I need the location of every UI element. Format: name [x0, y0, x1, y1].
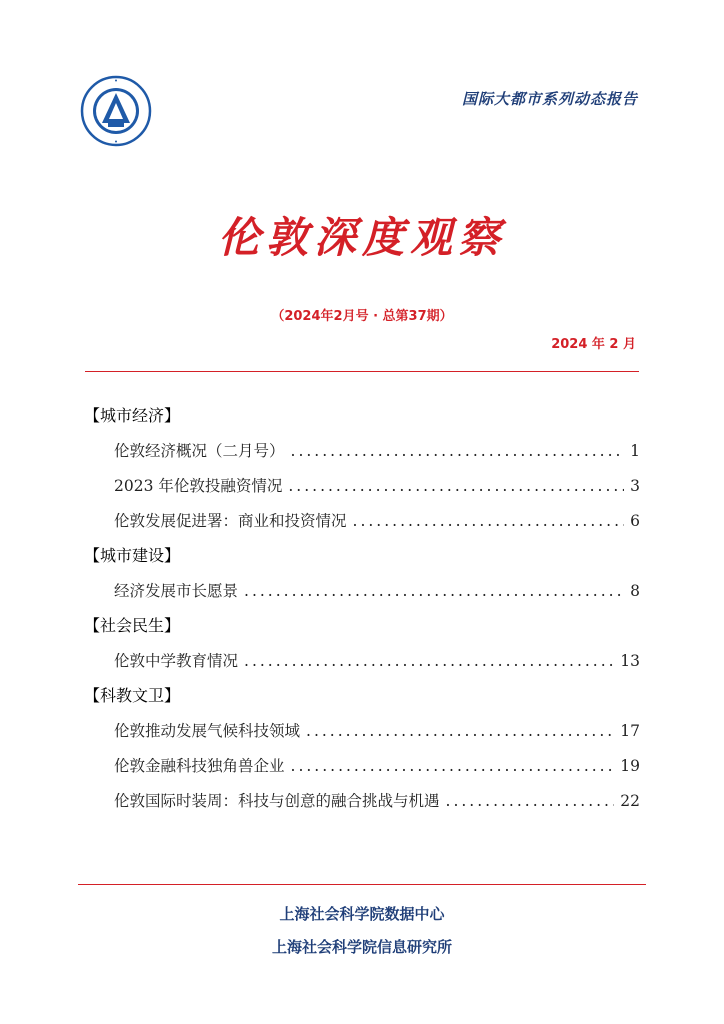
table-of-contents [84, 402, 640, 815]
toc-entry-page: 22 [620, 792, 640, 810]
toc-entry-page: 8 [630, 582, 640, 600]
toc-entry-title: 2023 年伦敦投融资情况 [114, 477, 283, 495]
academy-logo [80, 75, 152, 147]
toc-leader-dots [306, 717, 614, 745]
toc-entry-page: 13 [620, 652, 640, 670]
toc-entry-page: 6 [630, 512, 640, 530]
toc-section-heading: 【社会民生】 [84, 616, 181, 635]
toc-entry[interactable] [114, 647, 640, 675]
toc-entry[interactable] [114, 787, 640, 815]
toc-section-heading: 【城市经济】 [84, 406, 181, 425]
publish-date: 2024 年 2 月 [551, 337, 636, 352]
toc-entry[interactable] [114, 577, 640, 605]
toc-entry-page: 3 [630, 477, 640, 495]
toc-entry-page: 1 [630, 442, 640, 460]
toc-entry-title: 经济发展市长愿景 [114, 582, 239, 600]
toc-entry-page: 19 [620, 757, 640, 775]
toc-leader-dots [291, 437, 624, 465]
toc-entry[interactable] [114, 507, 640, 535]
toc-section-heading: 【科教文卫】 [84, 686, 181, 705]
toc-leader-dots [353, 507, 624, 535]
toc-entry[interactable] [114, 437, 640, 465]
toc-entry-title: 伦敦中学教育情况 [114, 652, 239, 670]
toc-entry-title: 伦敦金融科技独角兽企业 [114, 757, 285, 775]
bottom-divider [78, 884, 646, 885]
toc-entry-title: 伦敦发展促进署：商业和投资情况 [114, 512, 347, 530]
issue-number: （2024年2月号 · 总第37期） [271, 309, 453, 324]
toc-entry-page: 17 [620, 722, 640, 740]
toc-leader-dots [288, 472, 624, 500]
toc-section-heading: 【城市建设】 [84, 546, 181, 565]
toc-entry-title: 伦敦经济概况（二月号） [114, 442, 285, 460]
publisher-info-institute: 上海社会科学院信息研究所 [271, 938, 452, 956]
report-title: 伦敦深度观察 [217, 213, 506, 262]
toc-entry[interactable] [114, 717, 640, 745]
series-title: 国际大都市系列动态报告 [461, 90, 638, 108]
toc-entry-title: 伦敦国际时装周：科技与创意的融合挑战与机遇 [114, 792, 440, 810]
toc-leader-dots [244, 577, 624, 605]
toc-leader-dots [446, 787, 615, 815]
toc-entry[interactable] [114, 752, 640, 780]
toc-entry-title: 伦敦推动发展气候科技领域 [114, 722, 301, 740]
toc-entry[interactable] [114, 472, 640, 500]
publisher-data-center: 上海社会科学院数据中心 [279, 905, 445, 923]
toc-leader-dots [244, 647, 614, 675]
top-divider [85, 371, 639, 372]
toc-leader-dots [291, 752, 615, 780]
academy-seal-icon [80, 75, 152, 147]
